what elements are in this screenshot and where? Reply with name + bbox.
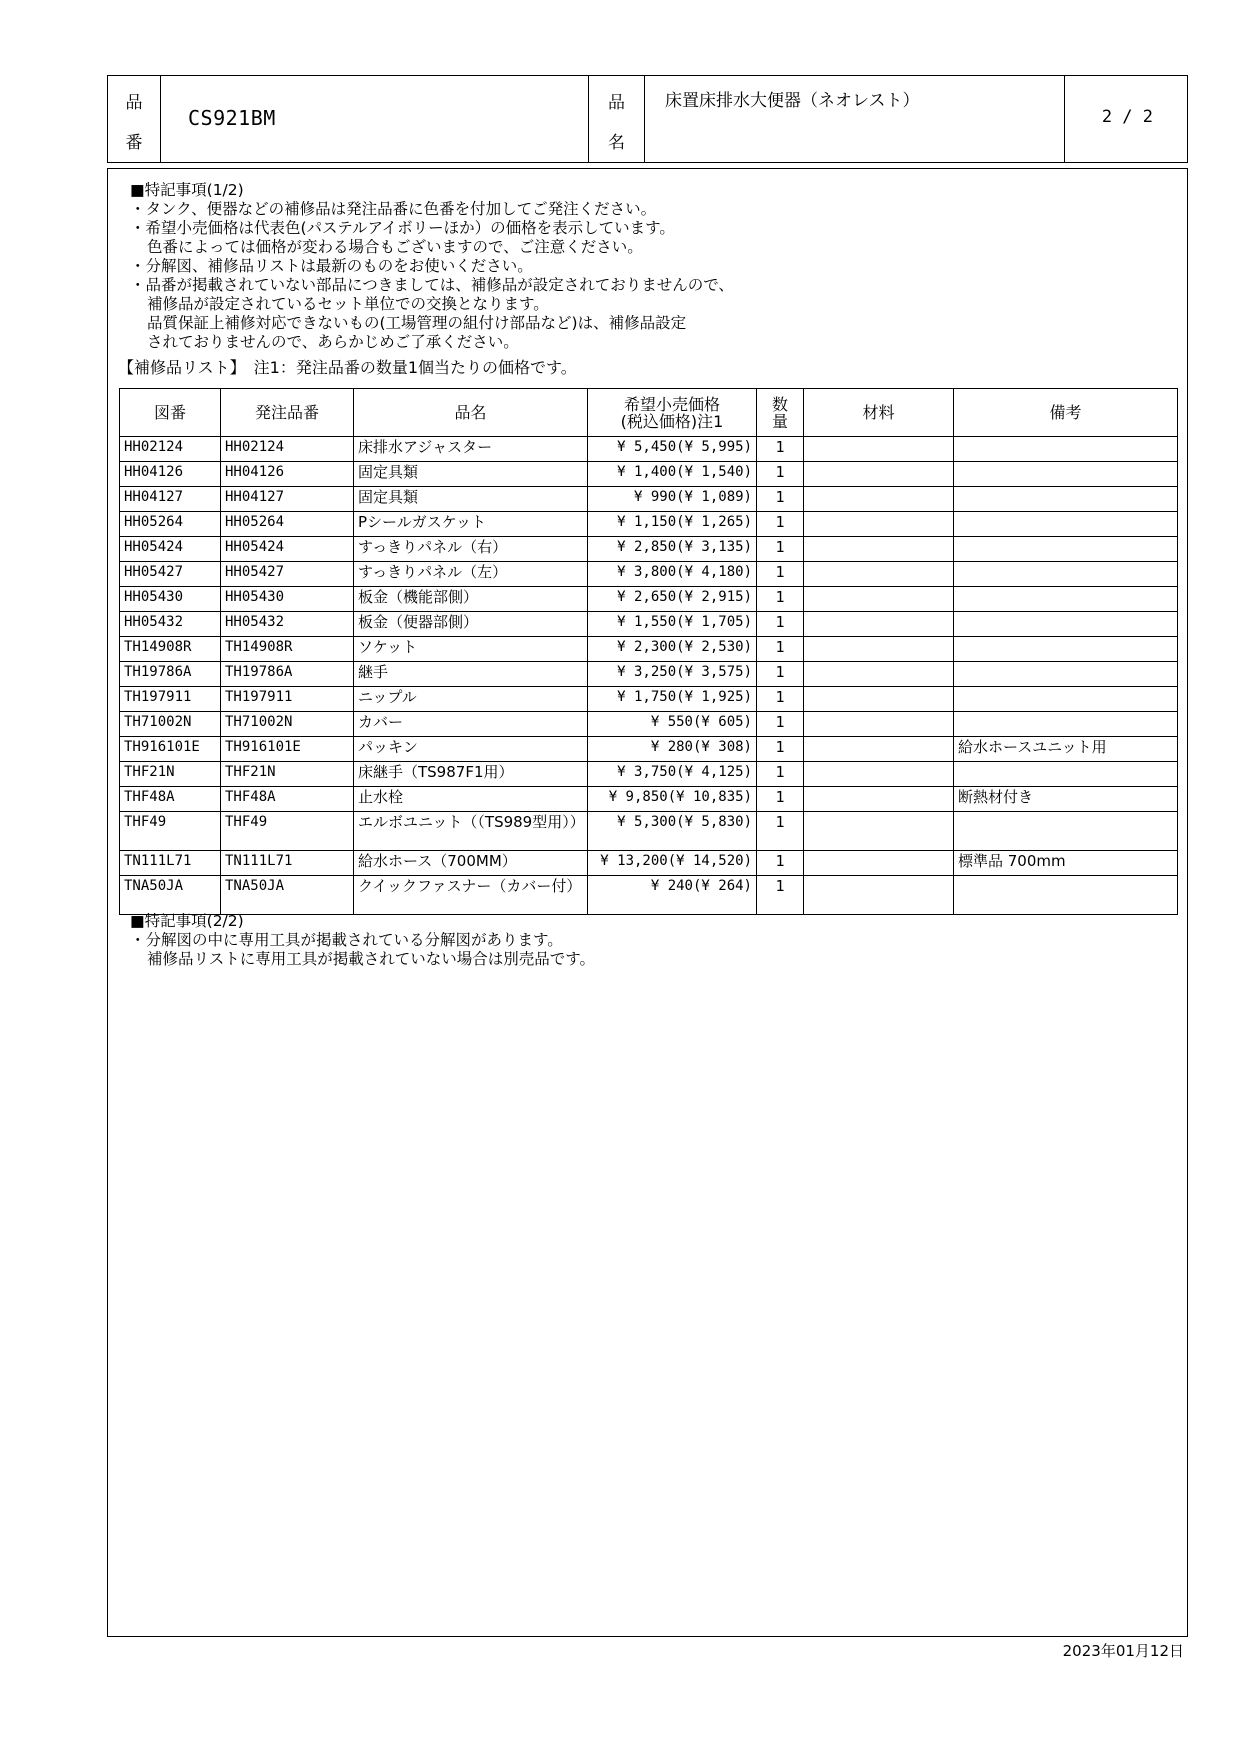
col-header-material: 材料 (804, 389, 954, 437)
page-number: 2 / 2 (1101, 107, 1153, 127)
cell-order: HH04127 (221, 487, 354, 512)
cell-fig: TH19786A (120, 662, 221, 687)
cell-name: ニップル (354, 687, 588, 712)
product-name: 床置床排水大便器（ネオレスト） (665, 91, 920, 111)
cell-fig: THF48A (120, 787, 221, 812)
cell-name: 継手 (354, 662, 588, 687)
cell-remarks (954, 487, 1178, 512)
col-header-price (588, 389, 757, 437)
cell-material (804, 687, 954, 712)
col-header-name: 品名 (354, 389, 588, 437)
table-row (120, 787, 1178, 812)
name-label-top: 品 (608, 93, 625, 113)
document-date: 2023年01月12日 (1062, 1642, 1184, 1660)
cell-name: ソケット (354, 637, 588, 662)
col-header-price-line1: 希望小売価格 (623, 394, 720, 414)
notes1-line: 補修品が設定されているセット単位での交換となります。 (147, 295, 549, 313)
cell-material (804, 712, 954, 737)
name-label-cell (589, 76, 645, 162)
cell-qty: 1 (757, 637, 804, 662)
cell-fig: HH05427 (120, 562, 221, 587)
table-row (120, 712, 1178, 737)
table-row (120, 462, 1178, 487)
cell-remarks: 断熱材付き (954, 787, 1178, 812)
cell-qty: 1 (757, 612, 804, 637)
table-row (120, 851, 1178, 876)
cell-material (804, 537, 954, 562)
cell-remarks: 給水ホースユニット用 (954, 737, 1178, 762)
cell-qty: 1 (757, 662, 804, 687)
cell-order: HH05264 (221, 512, 354, 537)
cell-fig: HH05264 (120, 512, 221, 537)
cell-fig: HH05424 (120, 537, 221, 562)
cell-material (804, 737, 954, 762)
cell-price: ¥ 2,650(¥ 2,915) (588, 587, 757, 612)
cell-qty: 1 (757, 462, 804, 487)
cell-remarks (954, 712, 1178, 737)
cell-price: ¥ 13,200(¥ 14,520) (588, 851, 757, 876)
special-notes-1 (130, 181, 734, 352)
cell-fig: TH197911 (120, 687, 221, 712)
cell-qty: 1 (757, 851, 804, 876)
cell-remarks (954, 762, 1178, 787)
cell-name: Pシールガスケット (354, 512, 588, 537)
cell-order: TH916101E (221, 737, 354, 762)
cell-material (804, 851, 954, 876)
cell-price: ¥ 1,400(¥ 1,540) (588, 462, 757, 487)
col-header-order: 発注品番 (221, 389, 354, 437)
table-header-row (120, 389, 1178, 437)
cell-qty: 1 (757, 587, 804, 612)
col-header-remarks: 備考 (954, 389, 1178, 437)
notes2-title: ■特記事項(2/2) (130, 912, 244, 930)
cell-price: ¥ 5,300(¥ 5,830) (588, 812, 757, 851)
cell-name: 板金（機能部側） (354, 587, 588, 612)
cell-order: HH05424 (221, 537, 354, 562)
cell-name: 給水ホース（700MM） (354, 851, 588, 876)
cell-price: ¥ 2,300(¥ 2,530) (588, 637, 757, 662)
cell-fig: TNA50JA (120, 876, 221, 915)
cell-fig: TH71002N (120, 712, 221, 737)
cell-price: ¥ 1,750(¥ 1,925) (588, 687, 757, 712)
cell-remarks (954, 662, 1178, 687)
cell-qty: 1 (757, 787, 804, 812)
cell-material (804, 612, 954, 637)
cell-qty: 1 (757, 687, 804, 712)
cell-material (804, 437, 954, 462)
cell-order: TH197911 (221, 687, 354, 712)
cell-order: HH05427 (221, 562, 354, 587)
product-name-cell (645, 76, 1065, 162)
cell-material (804, 637, 954, 662)
name-label-bottom: 名 (608, 133, 625, 153)
table-row (120, 437, 1178, 462)
cell-price: ¥ 990(¥ 1,089) (588, 487, 757, 512)
cell-remarks (954, 437, 1178, 462)
cell-name: 板金（便器部側） (354, 612, 588, 637)
notes1-line: ・希望小売価格は代表色(パステルアイボリーほか）の価格を表示しています。 (130, 219, 675, 237)
cell-price: ¥ 3,750(¥ 4,125) (588, 762, 757, 787)
code-label-cell (108, 76, 161, 162)
cell-material (804, 662, 954, 687)
cell-name: 床排水アジャスター (354, 437, 588, 462)
table-row (120, 812, 1178, 851)
cell-fig: HH04126 (120, 462, 221, 487)
cell-name: すっきりパネル（右） (354, 537, 588, 562)
cell-price: ¥ 2,850(¥ 3,135) (588, 537, 757, 562)
cell-order: THF49 (221, 812, 354, 851)
cell-name: すっきりパネル（左） (354, 562, 588, 587)
table-row (120, 662, 1178, 687)
cell-remarks (954, 537, 1178, 562)
table-row (120, 512, 1178, 537)
cell-price: ¥ 9,850(¥ 10,835) (588, 787, 757, 812)
cell-qty: 1 (757, 562, 804, 587)
cell-order: HH04126 (221, 462, 354, 487)
cell-material (804, 562, 954, 587)
cell-order: TNA50JA (221, 876, 354, 915)
cell-order: TN111L71 (221, 851, 354, 876)
cell-qty: 1 (757, 537, 804, 562)
notes1-title: ■特記事項(1/2) (130, 181, 244, 199)
notes1-line: ・タンク、便器などの補修品は発注品番に色番を付加してご発注ください。 (130, 200, 657, 218)
product-code: CS921BM (188, 106, 276, 130)
col-header-fig: 図番 (120, 389, 221, 437)
table-row (120, 587, 1178, 612)
cell-order: HH05430 (221, 587, 354, 612)
cell-fig: HH04127 (120, 487, 221, 512)
cell-name: 床継手（TS987F1用） (354, 762, 588, 787)
code-label-bottom: 番 (125, 133, 143, 153)
cell-remarks (954, 876, 1178, 915)
table-row (120, 612, 1178, 637)
cell-name: パッキン (354, 737, 588, 762)
cell-fig: THF49 (120, 812, 221, 851)
header-box (107, 75, 1188, 163)
content-frame (107, 168, 1188, 1637)
cell-material (804, 812, 954, 851)
cell-order: TH71002N (221, 712, 354, 737)
cell-qty: 1 (757, 487, 804, 512)
table-row (120, 637, 1178, 662)
cell-price: ¥ 550(¥ 605) (588, 712, 757, 737)
table-row (120, 876, 1178, 915)
table-row (120, 737, 1178, 762)
cell-fig: THF21N (120, 762, 221, 787)
cell-order: TH19786A (221, 662, 354, 687)
notes1-line: 品質保証上補修対応できないもの(工場管理の組付け部品など)は、補修品設定 (147, 314, 687, 332)
cell-material (804, 787, 954, 812)
cell-fig: TH916101E (120, 737, 221, 762)
cell-order: TH14908R (221, 637, 354, 662)
col-header-qty-line2: 量 (771, 411, 788, 431)
cell-price: ¥ 280(¥ 308) (588, 737, 757, 762)
cell-price: ¥ 5,450(¥ 5,995) (588, 437, 757, 462)
parts-table (119, 388, 1178, 915)
cell-material (804, 762, 954, 787)
cell-material (804, 512, 954, 537)
cell-price: ¥ 1,550(¥ 1,705) (588, 612, 757, 637)
cell-name: 固定具類 (354, 462, 588, 487)
cell-fig: HH05430 (120, 587, 221, 612)
cell-price: ¥ 3,250(¥ 3,575) (588, 662, 757, 687)
cell-material (804, 462, 954, 487)
cell-fig: HH05432 (120, 612, 221, 637)
col-header-price-line2: (税込価格)注1 (620, 411, 724, 431)
cell-remarks (954, 562, 1178, 587)
notes1-line: ・品番が掲載されていない部品につきましては、補修品が設定されておりませんので、 (130, 276, 734, 294)
cell-order: HH02124 (221, 437, 354, 462)
cell-remarks (954, 612, 1178, 637)
cell-name: カバー (354, 712, 588, 737)
cell-remarks (954, 462, 1178, 487)
cell-price: ¥ 1,150(¥ 1,265) (588, 512, 757, 537)
cell-remarks (954, 512, 1178, 537)
cell-qty: 1 (757, 437, 804, 462)
cell-remarks (954, 587, 1178, 612)
code-label-top: 品 (125, 93, 143, 113)
product-code-cell (161, 76, 589, 162)
notes1-line: されておりませんので、あらかじめご了承ください。 (147, 333, 519, 351)
cell-name: エルボユニット（（TS989型用）） (354, 812, 588, 851)
cell-order: THF48A (221, 787, 354, 812)
cell-name: 固定具類 (354, 487, 588, 512)
table-row (120, 562, 1178, 587)
table-row (120, 762, 1178, 787)
notes2-line: 補修品リストに専用工具が掲載されていない場合は別売品です。 (147, 950, 595, 968)
notes1-line: ・分解図、補修品リストは最新のものをお使いください。 (130, 257, 533, 275)
cell-fig: TH14908R (120, 637, 221, 662)
cell-material (804, 876, 954, 915)
cell-material (804, 587, 954, 612)
notes2-line: ・分解図の中に専用工具が掲載されている分解図があります。 (130, 931, 563, 949)
cell-qty: 1 (757, 812, 804, 851)
cell-material (804, 487, 954, 512)
parts-table-body (120, 437, 1178, 915)
cell-qty: 1 (757, 876, 804, 915)
cell-order: HH05432 (221, 612, 354, 637)
cell-name: クイックファスナー（カバー付） (354, 876, 588, 915)
page-cell (1065, 76, 1187, 162)
cell-order: THF21N (221, 762, 354, 787)
table-row (120, 487, 1178, 512)
col-header-qty-line1: 数 (771, 394, 788, 414)
cell-remarks: 標準品 700mm (954, 851, 1178, 876)
cell-name: 止水栓 (354, 787, 588, 812)
table-row (120, 537, 1178, 562)
cell-price: ¥ 240(¥ 264) (588, 876, 757, 915)
cell-fig: TN111L71 (120, 851, 221, 876)
cell-qty: 1 (757, 762, 804, 787)
cell-remarks (954, 812, 1178, 851)
cell-remarks (954, 687, 1178, 712)
table-row (120, 687, 1178, 712)
col-header-qty (757, 389, 804, 437)
cell-fig: HH02124 (120, 437, 221, 462)
special-notes-2 (130, 912, 595, 969)
cell-qty: 1 (757, 737, 804, 762)
cell-qty: 1 (757, 712, 804, 737)
cell-qty: 1 (757, 512, 804, 537)
cell-price: ¥ 3,800(¥ 4,180) (588, 562, 757, 587)
cell-remarks (954, 637, 1178, 662)
notes1-line: 色番によっては価格が変わる場合もございますので、ご注意ください。 (147, 238, 643, 256)
parts-list-header: 【補修品リスト】 注1：発注品番の数量1個当たりの価格です。 (118, 358, 577, 377)
